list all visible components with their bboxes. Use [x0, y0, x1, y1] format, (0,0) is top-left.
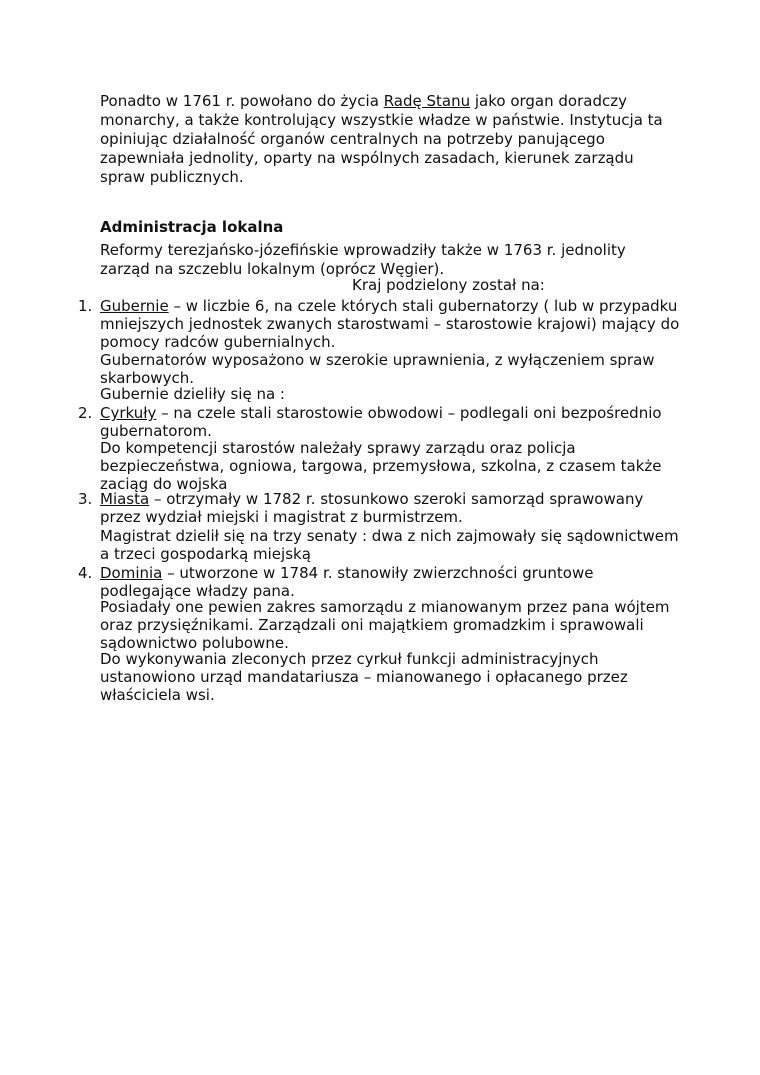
item-number-1: 1.: [78, 297, 93, 315]
list-item-dominia: [100, 564, 680, 600]
item-note-dominia-1: Posiadały one pewien zakres samorządu z mianowanym przez pana wójtem oraz przysięźnikami. Zarządzali oni majątkiem gromadzkim i sprawowali sądownictwo polubowne.: [100, 598, 670, 652]
item-term-miasta: Miasta: [100, 490, 150, 508]
item-number-3: 3.: [78, 490, 93, 508]
list-item-miasta: [100, 490, 680, 526]
section-lead: Reformy terezjańsko-józefińskie wprowadziły także w 1763 r. jednolity zarząd na szczeblu lokalnym (oprócz Węgier).: [100, 241, 626, 278]
list-item-gubernie: [100, 297, 680, 351]
item-text-gubernie: – w liczbie 6, na czele których stali gubernatorzy ( lub w przypadku mniejszych jednostek zwanych starostwami – starostowie krajowi) mający do pomocy radców gubernialnych.: [100, 297, 680, 351]
list-item-cyrkuly: [100, 404, 680, 440]
item-term-gubernie: Gubernie: [100, 297, 169, 315]
division-intro: Kraj podzielony został na:: [352, 276, 545, 294]
rada-stanu-term: Radę Stanu: [383, 92, 471, 110]
item-note-gubernie-1: Gubernatorów wyposażono w szerokie uprawnienia, z wyłączeniem spraw skarbowych.: [100, 351, 655, 387]
item-number-2: 2.: [78, 404, 93, 422]
section-heading: Administracja lokalna: [100, 218, 284, 236]
item-term-cyrkuly: Cyrkuły: [100, 404, 157, 422]
item-text-cyrkuly: – na czele stali starostowie obwodowi – podlegali oni bezpośrednio gubernatorom.: [100, 404, 662, 440]
item-note-gubernie-2: Gubernie dzieliły się na :: [100, 385, 285, 403]
item-note-cyrkuly-1: Do kompetencji starostów należały sprawy zarządu oraz policja bezpieczeństwa, ogniowa, targowa, przemysłowa, szkolna, z czasem także zaciąg do wojska: [100, 439, 662, 493]
item-number-4: 4.: [78, 564, 93, 582]
item-note-miasta-1: Magistrat dzielił się na trzy senaty : dwa z nich zajmowały się sądownictwem a trzeci gospodarką miejską: [100, 527, 679, 563]
item-note-dominia-2: Do wykonywania zleconych przez cyrkuł funkcji administracyjnych ustanowiono urząd mandatariusza – mianowanego i opłacanego przez właściciela wsi.: [100, 650, 628, 704]
intro-text-post: jako organ doradczy monarchy, a także kontrolujący wszystkie władze w państwie. Instytucja ta opiniując działalność organów centralnych na potrzeby panującego zapewniała jednolity, oparty na wspólnych zasadach, kierunek zarządu spraw publicznych.: [100, 92, 663, 186]
intro-text-pre: Ponadto w 1761 r. powołano do życia: [100, 92, 384, 110]
item-text-miasta: – otrzymały w 1782 r. stosunkowo szeroki samorząd sprawowany przez wydział miejski i magistrat z burmistrzem.: [100, 490, 644, 526]
item-term-dominia: Dominia: [100, 564, 163, 582]
item-text-dominia: – utworzone w 1784 r. stanowiły zwierzchności gruntowe podlegające władzy pana.: [100, 564, 594, 600]
intro-paragraph: [100, 92, 680, 187]
